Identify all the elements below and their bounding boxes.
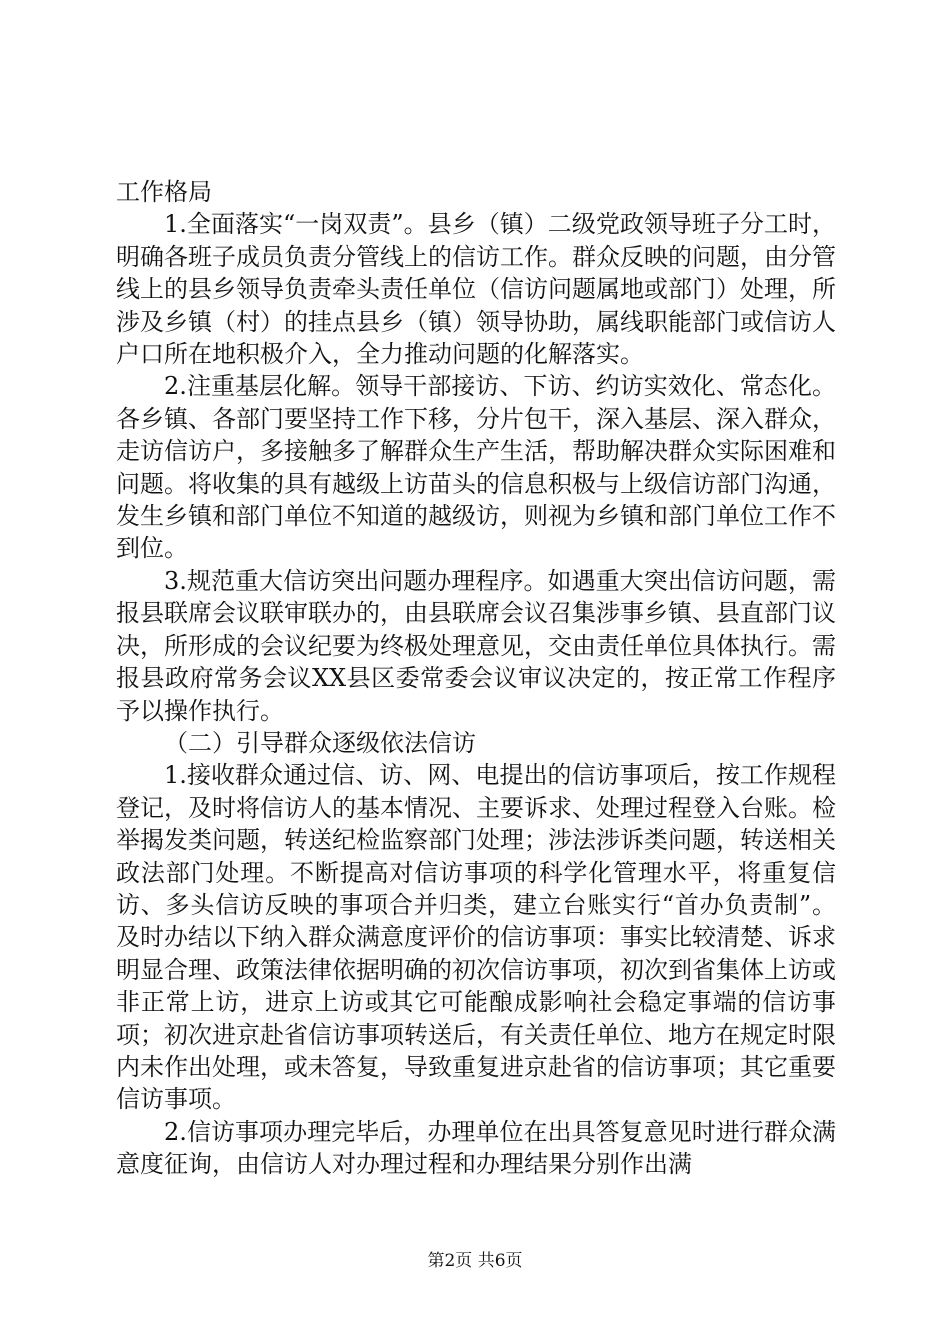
page-footer: 第2页 共6页 [427,1251,523,1271]
paragraph-receive-petitions: 1.接收群众通过信、访、网、电提出的信访事项后，按工作规程登记，及时将信访人的基本情况、主要诉求、处理过程登入台账。检举揭发类问题，转送纪检监察部门处理；涉法涉诉类问题，转送相关政法部门处理。不断提高对信访事项的科学化管理水平，将重复信访、多头信访反映的事项合并归类，建立台账实行“首办负责制”。及时办结以下纳入群众满意度评价的信访事项：事实比较清楚、诉求明显合理、政策法律依据明确的初次信访事项，初次到省集体上访或非正常上访，进京上访或其它可能酿成影响社会稳定事端的信访事项；初次进京赴省信访事项转送后，有关责任单位、地方在规定时限内未作出处理，或未答复，导致重复进京赴省的信访事项；其它重要信访事项。 [116,761,836,1114]
section-heading-continuation: 工作格局 [116,178,212,206]
paragraph-one-post-two-duties: 1.全面落实“一岗双责”。县乡（镇）二级党政领导班子分工时，明确各班子成员负责分管线上的信访工作。群众反映的问题，由分管线上的县乡领导负责牵头责任单位（信访问题属地或部门）处理，所涉及乡镇（村）的挂点县乡（镇）领导协助，属线职能部门或信访人户口所在地积极介入，全力推动问题的化解落实。 [116,210,836,369]
document-body [116,176,836,1181]
paragraph-major-petition-procedure: 3.规范重大信访突出问题办理程序。如遇重大突出信访问题，需报县联席会议联审联办的，由县联席会议召集涉事乡镇、县直部门议决，所形成的会议纪要为终极处理意见，交由责任单位具体执行。需报县政府常务会议XX县区委常委会议审议决定的，按正常工作程序予以操作执行。 [116,566,836,725]
section-heading-guide-petition: （二）引导群众逐级依法信访 [164,728,476,757]
paragraph-satisfaction-survey: 2.信访事项办理完毕后，办理单位在出具答复意见时进行群众满意度征询，由信访人对办理过程和办理结果分别作出满 [116,1117,836,1179]
paragraph-grassroots-resolution: 2.注重基层化解。领导干部接访、下访、约访实效化、常态化。各乡镇、各部门要坚持工作下移，分片包干，深入基层、深入群众，走访信访户，多接触多了解群众生产生活，帮助解决群众实际困难和问题。将收集的具有越级上访苗头的信息积极与上级信访部门沟通，发生乡镇和部门单位不知道的越级访，则视为乡镇和部门单位工作不到位。 [116,372,836,563]
